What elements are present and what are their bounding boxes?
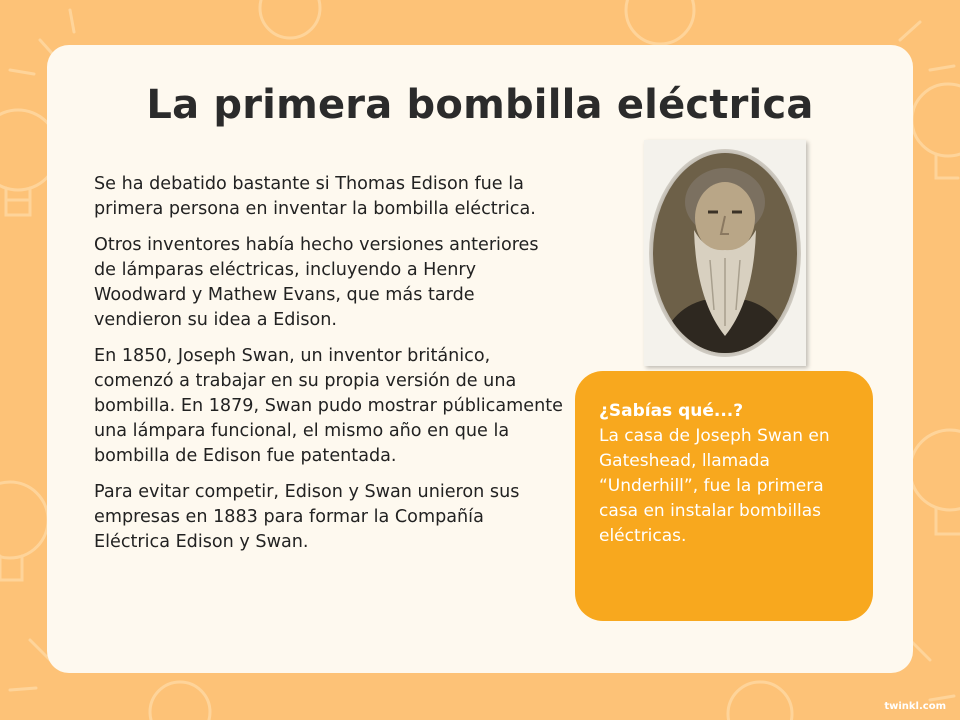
did-you-know-box	[575, 371, 873, 621]
lightbulb-outline-icon	[728, 682, 792, 720]
lightbulb-outline-icon	[0, 482, 48, 580]
portrait-photo	[644, 140, 806, 366]
lightbulb-outline-icon	[910, 430, 960, 534]
brand-logo: twinkl.com	[884, 701, 946, 712]
paragraph-1: Se ha debatido bastante si Thomas Edison fue la primera persona en inventar la bombilla eléctrica.	[94, 174, 536, 219]
did-you-know-title: ¿Sabías qué...?	[599, 401, 744, 421]
did-you-know-text: La casa de Joseph Swan en Gateshead, llamada “Underhill”, fue la primera casa en instalar bombillas eléctricas.	[599, 426, 830, 546]
paragraph-3: En 1850, Joseph Swan, un inventor británico, comenzó a trabajar en su propia versión de una bombilla. En 1879, Swan pudo mostrar públicamente una lámpara funcional, el mismo año en que la bombilla de Edison fue patentada.	[94, 346, 563, 466]
body-text	[94, 172, 564, 566]
paragraph-2: Otros inventores había hecho versiones anteriores de lámparas eléctricas, incluyendo a Henry Woodward y Mathew Evans, que más tarde vendieron su idea a Edison.	[94, 235, 539, 330]
lightbulb-outline-icon	[150, 682, 210, 720]
paragraph-4: Para evitar competir, Edison y Swan unieron sus empresas en 1883 para formar la Compañía Eléctrica Edison y Swan.	[94, 482, 520, 552]
lightbulb-outline-icon	[626, 0, 694, 44]
page-title: La primera bombilla eléctrica	[146, 82, 814, 128]
lightbulb-outline-icon	[260, 0, 320, 38]
